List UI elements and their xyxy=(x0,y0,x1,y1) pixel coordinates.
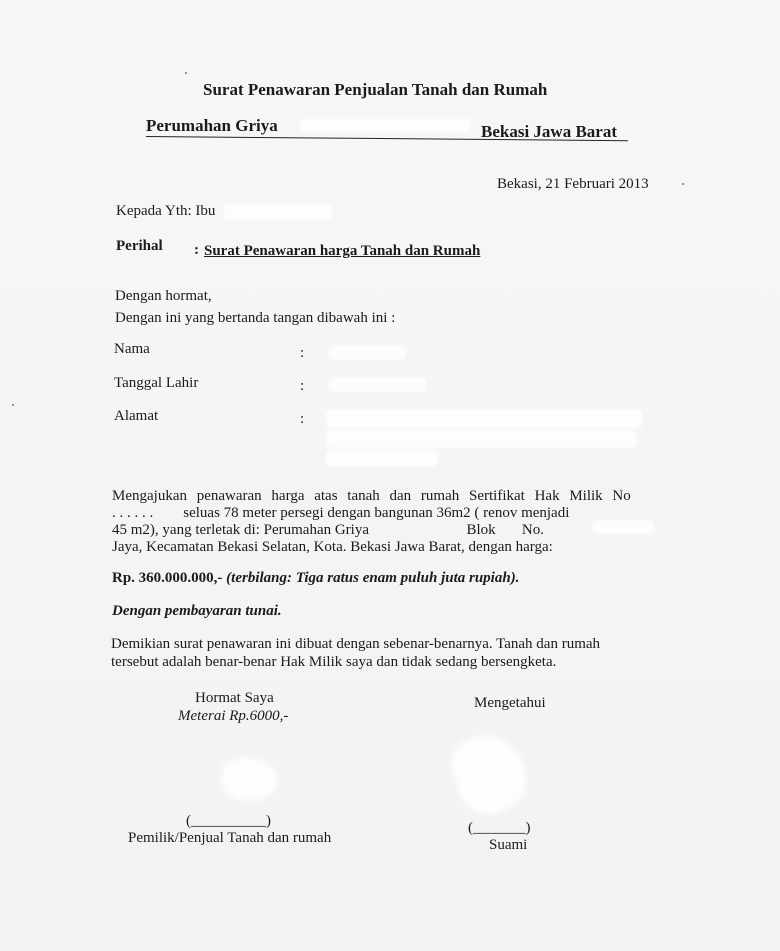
redacted-housing-name xyxy=(300,118,470,132)
signature-line-right: (_______) xyxy=(468,820,531,836)
housing-name: Perumahan Griya xyxy=(146,116,278,135)
closing-line-2: tersebut adalah benar-benar Hak Milik saya dan tidak sedang bersengketa. xyxy=(111,654,557,670)
price-amount: Rp. 360.000.000,- xyxy=(112,570,227,586)
field-colon-nama: : xyxy=(300,345,305,361)
price-line xyxy=(112,570,519,587)
offer-line-2: . . . . . . seluas 78 meter persegi dengan bangunan 36m2 ( renov menjadi xyxy=(112,505,570,521)
signature-line-left: (__________) xyxy=(186,813,271,829)
redacted-alamat-1 xyxy=(326,410,642,428)
subject-colon: : xyxy=(194,242,199,258)
redacted-recipient xyxy=(224,204,332,220)
offer-line-4: Jaya, Kecamatan Bekasi Selatan, Kota. Bekasi Jawa Barat, dengan harga: xyxy=(112,539,553,555)
housing-region: Bekasi Jawa Barat xyxy=(481,122,617,141)
redacted-signature-right xyxy=(444,725,536,822)
signer-role-owner: Pemilik/Penjual Tanah dan rumah xyxy=(128,830,332,846)
offer-paragraph xyxy=(112,488,650,556)
payment-method: Dengan pembayaran tunai. xyxy=(112,603,282,619)
greeting: Dengan hormat, xyxy=(115,288,212,304)
scan-speck xyxy=(682,183,684,185)
field-label-tanggal-lahir: Tanggal Lahir xyxy=(114,375,199,391)
field-colon-alamat: : xyxy=(300,411,305,427)
intro-line: Dengan ini yang bertanda tangan dibawah ini : xyxy=(115,310,396,326)
letter-date: Bekasi, 21 Februari 2013 xyxy=(497,176,649,192)
redacted-alamat-2 xyxy=(326,430,636,448)
acknowledged-label: Mengetahui xyxy=(474,695,546,711)
letter-title: Surat Penawaran Penjualan Tanah dan Rumah xyxy=(203,80,548,99)
field-colon-tanggal-lahir: : xyxy=(300,378,305,394)
offer-line-3: 45 m2), yang terletak di: Perumahan Griya Blok No. xyxy=(112,522,545,538)
scan-speck xyxy=(185,72,187,74)
field-label-nama: Nama xyxy=(114,341,150,357)
regards-label: Hormat Saya xyxy=(195,690,274,706)
redacted-block-number xyxy=(592,520,654,534)
field-label-alamat: Alamat xyxy=(114,408,159,424)
subject-value: Surat Penawaran harga Tanah dan Rumah xyxy=(204,243,481,259)
signer-role-husband: Suami xyxy=(489,837,528,853)
subject-label: Perihal xyxy=(116,238,163,254)
recipient-line: Kepada Yth: Ibu xyxy=(116,203,216,219)
price-in-words: (terbilang: Tiga ratus enam puluh juta rupiah). xyxy=(226,570,520,586)
redacted-signature-left xyxy=(222,758,278,800)
offer-line-1: Mengajukan penawaran harga atas tanah dan rumah Sertifikat Hak Milik No xyxy=(112,488,631,504)
redacted-alamat-3 xyxy=(326,450,438,466)
redacted-tanggal-lahir xyxy=(328,378,426,392)
stamp-duty-label: Meterai Rp.6000,- xyxy=(178,708,289,724)
closing-line-1: Demikian surat penawaran ini dibuat dengan sebenar-benarnya. Tanah dan rumah xyxy=(111,636,601,652)
scan-speck xyxy=(12,404,14,406)
redacted-nama xyxy=(328,346,406,360)
